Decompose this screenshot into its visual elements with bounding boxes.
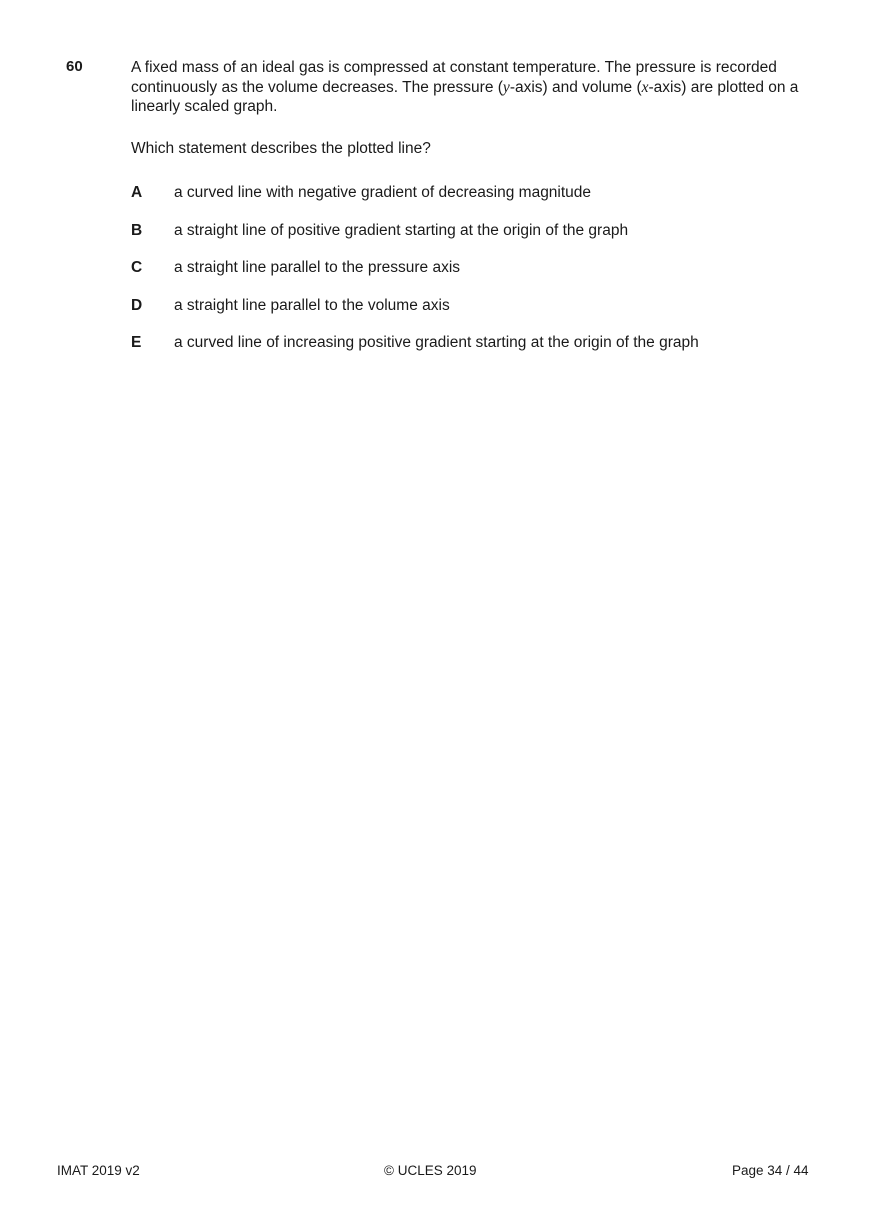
option-text: a straight line parallel to the volume axis	[174, 296, 450, 314]
question-stem	[131, 58, 821, 117]
option-text: a straight line of positive gradient starting at the origin of the graph	[174, 221, 629, 239]
footer-copyright: © UCLES 2019	[384, 1163, 477, 1178]
option-d	[131, 296, 831, 334]
option-text: a straight line parallel to the pressure axis	[174, 259, 461, 276]
question-prompt: Which statement describes the plotted line?	[131, 140, 431, 157]
option-c	[131, 258, 831, 296]
option-a	[131, 183, 831, 221]
option-b	[131, 221, 831, 259]
option-e	[131, 333, 831, 371]
option-letter: D	[131, 296, 143, 314]
footer-page-number: Page 34 / 44	[732, 1163, 809, 1178]
stem-variable-y: y	[502, 78, 510, 96]
answer-options	[131, 183, 831, 371]
stem-text-2: -axis) and volume (	[509, 78, 642, 96]
option-text: a curved line of increasing positive gradient starting at the origin of the graph	[174, 334, 699, 351]
stem-variable-x: x	[641, 78, 649, 96]
option-letter: E	[131, 334, 142, 351]
stem-text-3: -axis) are plotted on a linearly scaled graph.	[131, 78, 799, 115]
question-number: 60	[66, 58, 83, 75]
footer-exam-id: IMAT 2019 v2	[57, 1163, 140, 1178]
option-letter: B	[131, 221, 143, 239]
option-letter: C	[131, 259, 143, 276]
option-text: a curved line with negative gradient of decreasing magnitude	[174, 184, 592, 201]
option-letter: A	[131, 184, 143, 201]
stem-text-1: A fixed mass of an ideal gas is compressed at constant temperature. The pressure is recorded continuously as the volume decreases. The pressure (	[131, 59, 777, 96]
